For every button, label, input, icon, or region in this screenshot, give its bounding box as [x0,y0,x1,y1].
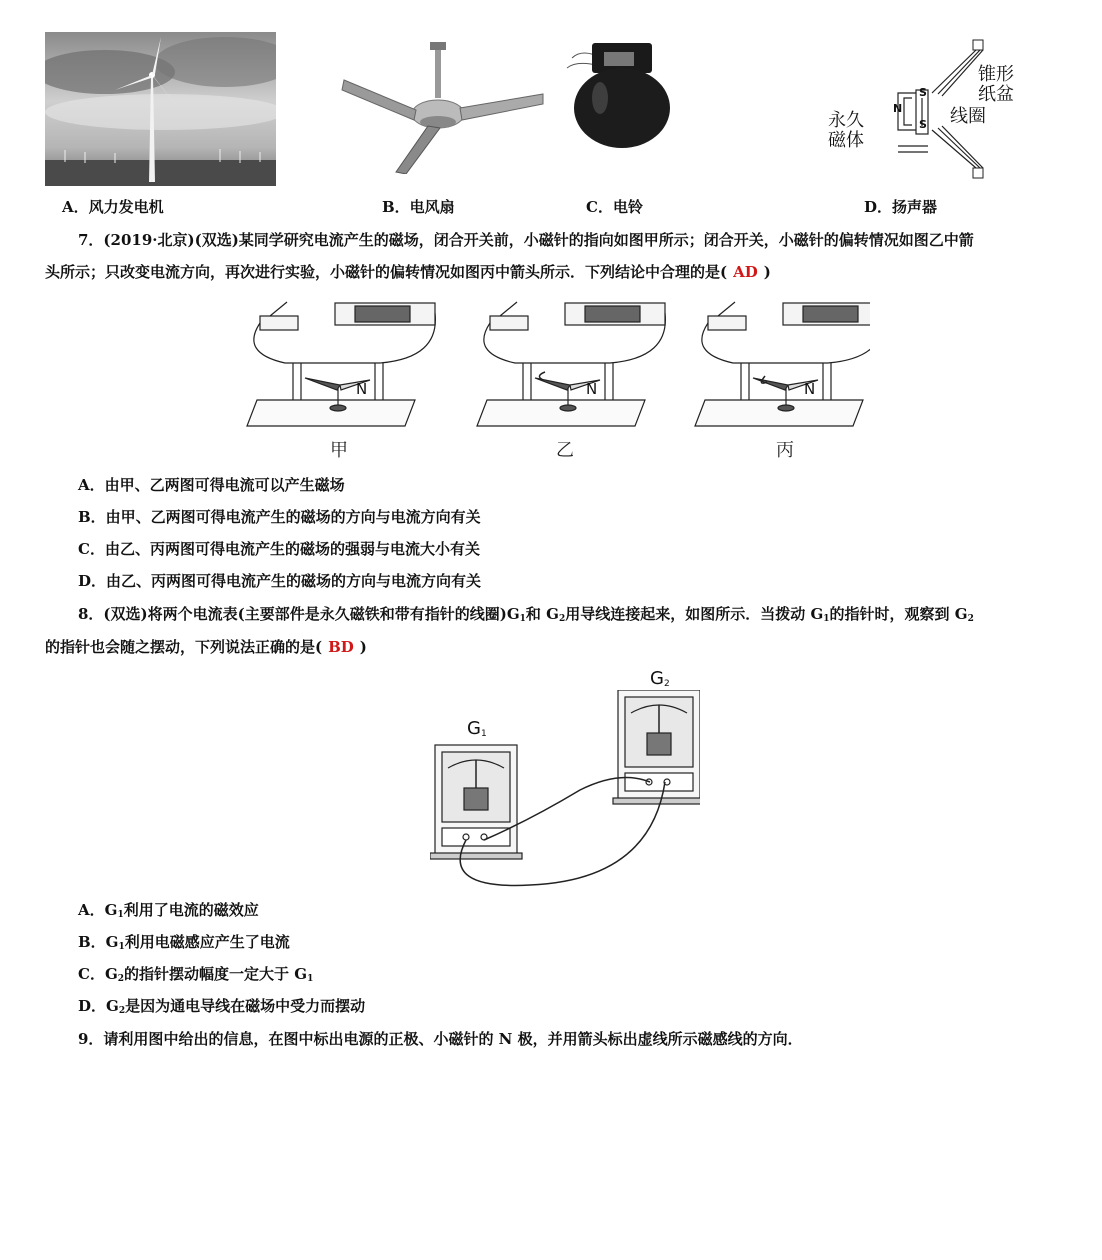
q8-option-c-pre: C．G [78,965,118,983]
g2-label-sub: 2 [663,679,670,689]
speaker-label-s-bottom: S [919,118,927,131]
q7-option-a: A．由甲、乙两图可得电流可以产生磁场 [78,476,345,494]
speaker-label-n: N [893,102,903,115]
q8-option-d-pre: D．G [78,997,119,1015]
q8-line-1 [78,604,974,629]
q8-line-2-text: 的指针也会随之摆动，下列说法正确的是( [45,638,323,656]
ceiling-fan-image [340,42,545,174]
speaker-label-magnet-2: 磁体 [828,130,864,151]
q7-line-2-close: ) [763,263,771,281]
q8-line-2 [45,637,367,657]
q8-option-a [78,900,259,925]
q8-option-b-sub: 1 [118,942,125,952]
wind-turbine-image [45,32,276,186]
q8-option-d-post: 是因为通电导线在磁场中受力而摆动 [125,997,366,1015]
speaker-label-cone-1: 锥形 [978,64,1014,85]
electric-bell-image [562,38,682,148]
q8-text-d: 的指针时，观察到 G [829,605,968,623]
q7-caption-jia: 甲 [330,440,348,461]
q8-option-b [78,932,290,957]
q8-line-2-close: ) [359,638,367,656]
speaker-label-cone-2: 纸盆 [978,84,1014,105]
q8-text-a: 8．(双选)将两个电流表(主要部件是永久磁铁和带有指针的线圈)G [78,605,520,623]
q7-apparatus-figures [245,288,870,433]
q8-option-b-pre: B．G [78,933,119,951]
q7-line-2 [45,262,771,282]
q8-option-c [78,964,313,989]
option-a-label: A．风力发电机 [62,198,164,216]
q7-needle-n-1: N [356,380,368,398]
q7-answer: AD [733,263,758,281]
g1-label-text: G [467,718,481,739]
q8-sub-g1: 1 [519,614,526,624]
q8-option-d [78,996,365,1021]
g2-label-text: G [650,668,664,689]
g2-label [650,668,670,689]
q8-sub-g1b: 1 [823,614,830,624]
g1-label-sub: 1 [480,729,487,739]
g1-label [467,718,487,739]
speaker-label-magnet-1: 永久 [828,110,864,131]
speaker-label-s-top: S [919,86,927,99]
q7-line-2-text: 头所示；只改变电流方向，再次进行实验，小磁针的偏转情况如图丙中箭头所示．下列结论中合理的是( [45,263,728,281]
q8-text-b: 和 G [525,605,559,623]
q8-option-b-post: 利用电磁感应产生了电流 [124,933,290,951]
q7-line-1: 7．(2019·北京)(双选)某同学研究电流产生的磁场，闭合开关前，小磁针的指向如图甲所示；闭合开关，小磁针的偏转情况如图乙中箭 [78,231,974,249]
q8-option-a-sub: 1 [117,910,124,920]
q7-option-b: B．由甲、乙两图可得电流产生的磁场的方向与电流方向有关 [78,508,481,526]
q8-option-c-sub: 2 [117,974,125,984]
q8-option-c-post: 的指针摆动幅度一定大于 G [124,965,308,983]
q7-needle-n-2: N [586,380,598,398]
option-d-label: D．扬声器 [864,198,938,216]
q8-text-c: 用导线连接起来，如图所示．当拨动 G [565,605,824,623]
q8-sub-g2: 2 [558,614,566,624]
q7-needle-n-3: N [804,380,816,398]
q8-answer: BD [328,638,354,656]
q8-option-a-pre: A．G [78,901,118,919]
speaker-label-coil: 线圈 [950,106,986,127]
q7-option-c: C．由乙、丙两图可得电流产生的磁场的强弱与电流大小有关 [78,540,480,558]
q9-text: 9．请利用图中给出的信息，在图中标出电源的正极、小磁针的 N 极，并用箭头标出虚线所示磁感线的方向． [78,1030,803,1048]
q7-caption-yi: 乙 [556,440,574,461]
q8-option-a-post: 利用了电流的磁效应 [123,901,259,919]
q7-caption-bing: 丙 [776,440,794,461]
option-c-label: C．电铃 [586,198,643,216]
q8-sub-g2b: 2 [967,614,974,624]
q7-option-d: D．由乙、丙两图可得电流产生的磁场的方向与电流方向有关 [78,572,482,590]
q8-option-d-sub: 2 [118,1006,126,1016]
option-b-label: B．电风扇 [382,198,455,216]
q8-option-c-sub2: 1 [307,974,314,984]
